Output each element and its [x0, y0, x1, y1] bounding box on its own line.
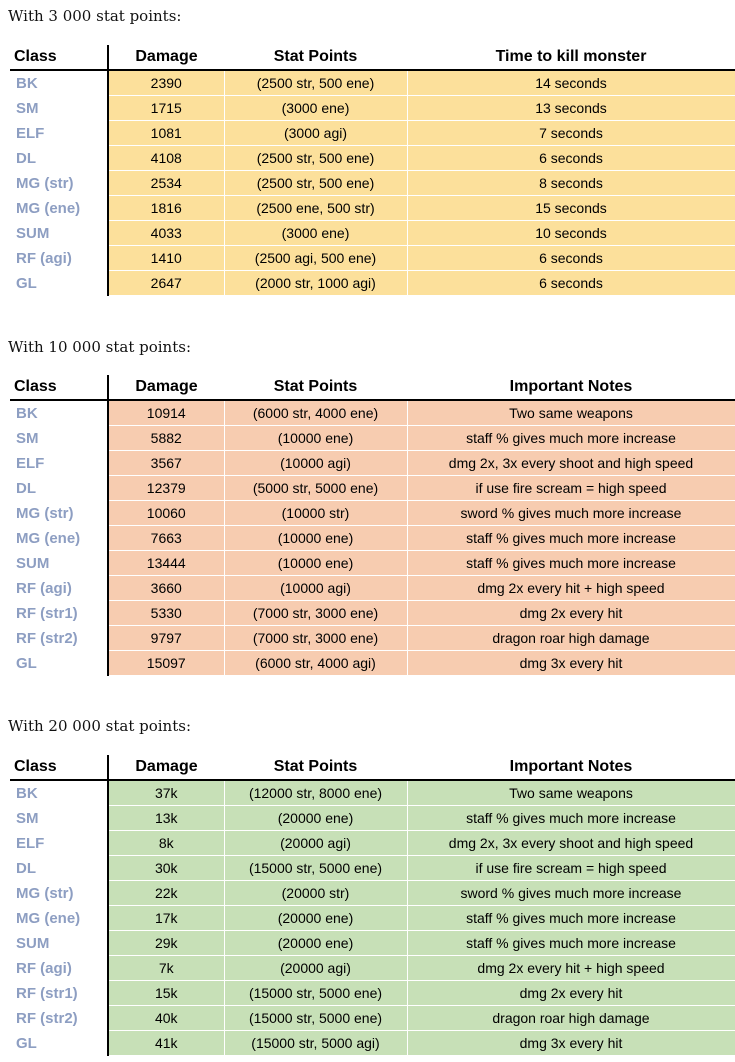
cell-class: SM: [10, 96, 108, 121]
cell-stat-points: (20000 agi): [224, 956, 407, 981]
header-class: Class: [10, 755, 108, 780]
cell-damage: 2647: [108, 271, 224, 296]
table-row: [10, 856, 735, 881]
table-row: [10, 426, 735, 451]
cell-stat-points: (15000 str, 5000 ene): [224, 981, 407, 1006]
cell-damage: 1081: [108, 121, 224, 146]
cell-note: 13 seconds: [407, 96, 735, 121]
cell-note: dmg 2x every hit: [407, 981, 735, 1006]
cell-class: MG (ene): [10, 906, 108, 931]
cell-class: GL: [10, 1031, 108, 1056]
cell-stat-points: (3000 ene): [224, 96, 407, 121]
cell-class: SUM: [10, 931, 108, 956]
cell-class: RF (agi): [10, 246, 108, 271]
cell-class: BK: [10, 780, 108, 806]
cell-stat-points: (2500 ene, 500 str): [224, 196, 407, 221]
cell-note: dragon roar high damage: [407, 626, 735, 651]
cell-note: dmg 2x, 3x every shoot and high speed: [407, 831, 735, 856]
cell-damage: 10060: [108, 501, 224, 526]
cell-stat-points: (2000 str, 1000 agi): [224, 271, 407, 296]
cell-note: 6 seconds: [407, 146, 735, 171]
cell-note: 14 seconds: [407, 70, 735, 96]
cell-stat-points: (20000 ene): [224, 931, 407, 956]
cell-note: staff % gives much more increase: [407, 931, 735, 956]
cell-class: ELF: [10, 451, 108, 476]
header-important-notes: Important Notes: [407, 375, 735, 400]
cell-stat-points: (20000 agi): [224, 831, 407, 856]
cell-damage: 37k: [108, 780, 224, 806]
cell-class: RF (str1): [10, 601, 108, 626]
header-class: Class: [10, 375, 108, 400]
header-damage: Damage: [108, 45, 224, 70]
cell-damage: 1410: [108, 246, 224, 271]
table-row: [10, 501, 735, 526]
table-row: [10, 400, 735, 426]
cell-stat-points: (2500 agi, 500 ene): [224, 246, 407, 271]
header-class: Class: [10, 45, 108, 70]
table-row: [10, 906, 735, 931]
table-row: [10, 221, 735, 246]
cell-stat-points: (20000 ene): [224, 906, 407, 931]
cell-note: staff % gives much more increase: [407, 906, 735, 931]
cell-note: dmg 2x, 3x every shoot and high speed: [407, 451, 735, 476]
cell-class: RF (str2): [10, 1006, 108, 1031]
cell-class: DL: [10, 476, 108, 501]
table-row: [10, 881, 735, 906]
cell-class: BK: [10, 400, 108, 426]
cell-class: MG (str): [10, 501, 108, 526]
cell-class: RF (str1): [10, 981, 108, 1006]
cell-damage: 2390: [108, 70, 224, 96]
cell-note: if use fire scream = high speed: [407, 476, 735, 501]
cell-note: staff % gives much more increase: [407, 426, 735, 451]
cell-stat-points: (20000 ene): [224, 806, 407, 831]
cell-note: 6 seconds: [407, 246, 735, 271]
cell-class: BK: [10, 70, 108, 96]
cell-class: ELF: [10, 121, 108, 146]
cell-note: 10 seconds: [407, 221, 735, 246]
header-damage: Damage: [108, 755, 224, 780]
cell-class: SM: [10, 806, 108, 831]
cell-damage: 13k: [108, 806, 224, 831]
cell-class: SUM: [10, 551, 108, 576]
table-row: [10, 981, 735, 1006]
cell-damage: 2534: [108, 171, 224, 196]
header-important-notes: Important Notes: [407, 755, 735, 780]
stats-table-10000: [10, 375, 735, 676]
cell-damage: 12379: [108, 476, 224, 501]
cell-damage: 1816: [108, 196, 224, 221]
cell-stat-points: (10000 ene): [224, 551, 407, 576]
cell-stat-points: (7000 str, 3000 ene): [224, 626, 407, 651]
cell-stat-points: (15000 str, 5000 ene): [224, 1006, 407, 1031]
cell-damage: 4108: [108, 146, 224, 171]
cell-class: MG (ene): [10, 196, 108, 221]
cell-damage: 5882: [108, 426, 224, 451]
cell-note: dmg 2x every hit + high speed: [407, 576, 735, 601]
stats-table-3000: [10, 45, 735, 296]
cell-class: RF (str2): [10, 626, 108, 651]
cell-damage: 4033: [108, 221, 224, 246]
table-row: [10, 1006, 735, 1031]
table-header-row: [10, 45, 735, 70]
cell-note: Two same weapons: [407, 400, 735, 426]
table-row: [10, 831, 735, 856]
cell-stat-points: (5000 str, 5000 ene): [224, 476, 407, 501]
cell-note: sword % gives much more increase: [407, 881, 735, 906]
cell-stat-points: (10000 agi): [224, 451, 407, 476]
table-row: [10, 451, 735, 476]
cell-damage: 3567: [108, 451, 224, 476]
cell-note: dmg 2x every hit + high speed: [407, 956, 735, 981]
table-header-row: [10, 375, 735, 400]
table-header-row: [10, 755, 735, 780]
section-title-3000: With 3 000 stat points:: [8, 7, 182, 25]
table-row: [10, 806, 735, 831]
cell-damage: 5330: [108, 601, 224, 626]
cell-stat-points: (7000 str, 3000 ene): [224, 601, 407, 626]
cell-damage: 13444: [108, 551, 224, 576]
cell-stat-points: (10000 str): [224, 501, 407, 526]
cell-class: GL: [10, 651, 108, 676]
cell-note: dmg 2x every hit: [407, 601, 735, 626]
cell-stat-points: (10000 ene): [224, 526, 407, 551]
cell-class: MG (ene): [10, 526, 108, 551]
cell-class: ELF: [10, 831, 108, 856]
table-row: [10, 271, 735, 296]
cell-damage: 40k: [108, 1006, 224, 1031]
cell-class: SUM: [10, 221, 108, 246]
header-damage: Damage: [108, 375, 224, 400]
cell-class: DL: [10, 856, 108, 881]
table-row: [10, 576, 735, 601]
cell-class: GL: [10, 271, 108, 296]
cell-note: 7 seconds: [407, 121, 735, 146]
table-row: [10, 246, 735, 271]
cell-note: 6 seconds: [407, 271, 735, 296]
cell-note: dragon roar high damage: [407, 1006, 735, 1031]
cell-damage: 30k: [108, 856, 224, 881]
cell-note: dmg 3x every hit: [407, 1031, 735, 1056]
cell-class: MG (str): [10, 881, 108, 906]
cell-damage: 17k: [108, 906, 224, 931]
cell-stat-points: (6000 str, 4000 agi): [224, 651, 407, 676]
cell-stat-points: (6000 str, 4000 ene): [224, 400, 407, 426]
cell-stat-points: (20000 str): [224, 881, 407, 906]
cell-stat-points: (2500 str, 500 ene): [224, 171, 407, 196]
cell-class: SM: [10, 426, 108, 451]
cell-damage: 10914: [108, 400, 224, 426]
cell-damage: 7k: [108, 956, 224, 981]
cell-class: RF (agi): [10, 956, 108, 981]
section-title-20000: With 20 000 stat points:: [8, 717, 191, 735]
table-row: [10, 1031, 735, 1056]
cell-damage: 9797: [108, 626, 224, 651]
cell-stat-points: (12000 str, 8000 ene): [224, 780, 407, 806]
cell-damage: 3660: [108, 576, 224, 601]
cell-stat-points: (3000 agi): [224, 121, 407, 146]
header-time-to-kill: Time to kill monster: [407, 45, 735, 70]
cell-damage: 15k: [108, 981, 224, 1006]
cell-stat-points: (15000 str, 5000 ene): [224, 856, 407, 881]
cell-note: staff % gives much more increase: [407, 526, 735, 551]
cell-note: staff % gives much more increase: [407, 806, 735, 831]
table-row: [10, 551, 735, 576]
cell-damage: 7663: [108, 526, 224, 551]
table-row: [10, 96, 735, 121]
cell-class: RF (agi): [10, 576, 108, 601]
header-stat-points: Stat Points: [224, 45, 407, 70]
cell-note: if use fire scream = high speed: [407, 856, 735, 881]
table-row: [10, 146, 735, 171]
cell-note: Two same weapons: [407, 780, 735, 806]
cell-stat-points: (3000 ene): [224, 221, 407, 246]
stats-table-20000: [10, 755, 735, 1056]
cell-note: 15 seconds: [407, 196, 735, 221]
cell-note: dmg 3x every hit: [407, 651, 735, 676]
section-title-10000: With 10 000 stat points:: [8, 338, 191, 356]
table-row: [10, 780, 735, 806]
header-stat-points: Stat Points: [224, 375, 407, 400]
table-row: [10, 121, 735, 146]
cell-damage: 41k: [108, 1031, 224, 1056]
cell-damage: 8k: [108, 831, 224, 856]
table-row: [10, 651, 735, 676]
table-row: [10, 476, 735, 501]
table-row: [10, 70, 735, 96]
cell-note: sword % gives much more increase: [407, 501, 735, 526]
cell-stat-points: (2500 str, 500 ene): [224, 70, 407, 96]
cell-note: staff % gives much more increase: [407, 551, 735, 576]
cell-stat-points: (10000 agi): [224, 576, 407, 601]
cell-stat-points: (10000 ene): [224, 426, 407, 451]
cell-damage: 15097: [108, 651, 224, 676]
header-stat-points: Stat Points: [224, 755, 407, 780]
cell-class: MG (str): [10, 171, 108, 196]
table-row: [10, 956, 735, 981]
cell-damage: 29k: [108, 931, 224, 956]
table-row: [10, 626, 735, 651]
cell-damage: 1715: [108, 96, 224, 121]
cell-damage: 22k: [108, 881, 224, 906]
cell-stat-points: (15000 str, 5000 agi): [224, 1031, 407, 1056]
table-row: [10, 196, 735, 221]
cell-class: DL: [10, 146, 108, 171]
table-row: [10, 601, 735, 626]
cell-stat-points: (2500 str, 500 ene): [224, 146, 407, 171]
table-row: [10, 931, 735, 956]
cell-note: 8 seconds: [407, 171, 735, 196]
table-row: [10, 171, 735, 196]
table-row: [10, 526, 735, 551]
